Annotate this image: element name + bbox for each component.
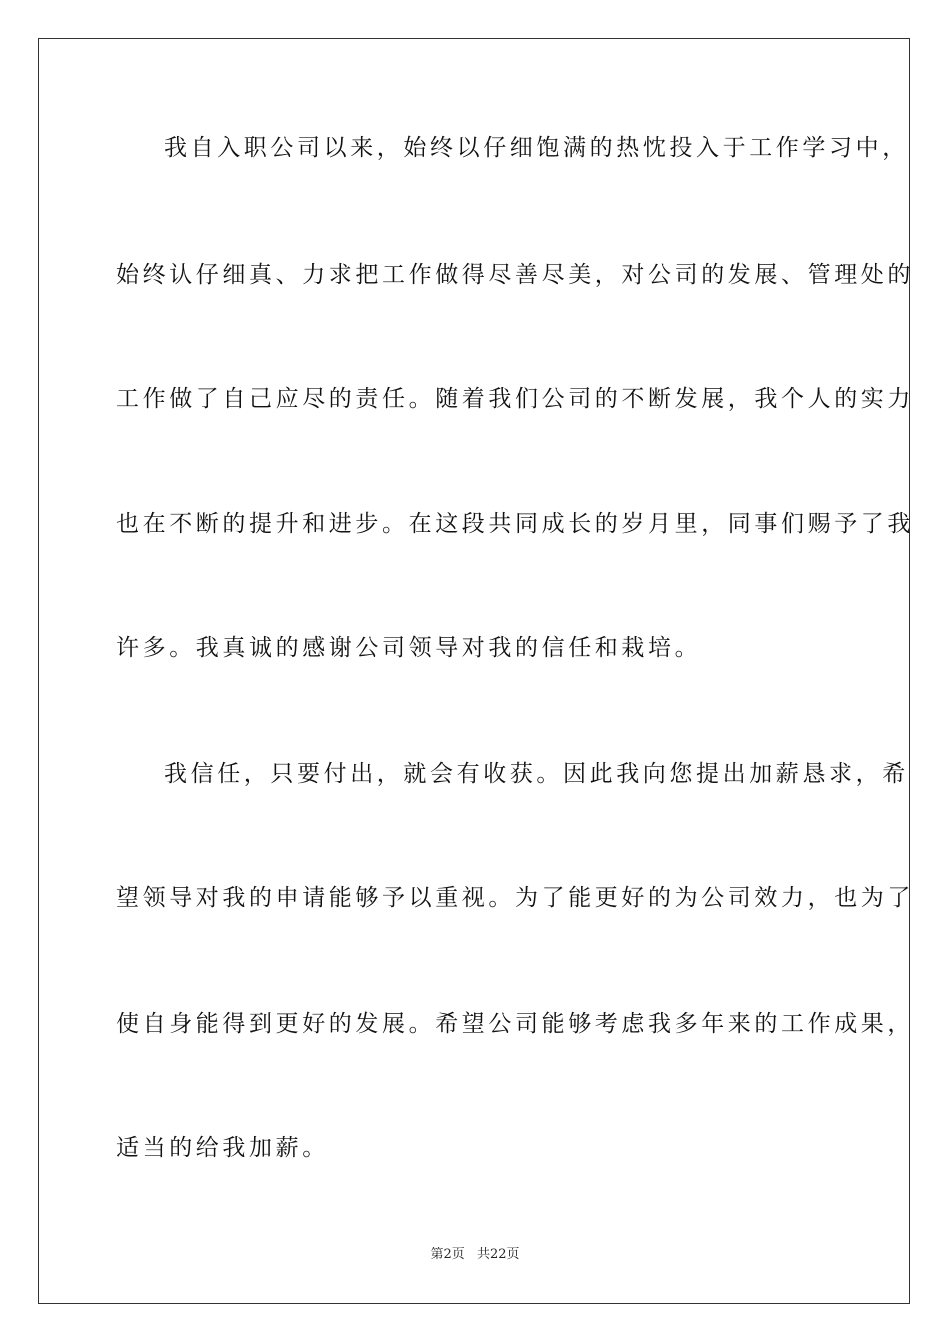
paragraph-1-line-4: 也在不断的提升和进步。在这段共同成长的岁月里，同事们赐予了我: [116, 511, 914, 537]
page-total: 共22页: [476, 1247, 520, 1262]
page-footer: [0, 1246, 950, 1264]
paragraph-1-line-2: 始终认仔细真、力求把工作做得尽善尽美，对公司的发展、管理处的: [116, 262, 914, 288]
paragraph-1-line-5: 许多。我真诚的感谢公司领导对我的信任和栽培。: [116, 635, 702, 661]
paragraph-2-line-1: 我信任，只要付出，就会有收获。因此我向您提出加薪恳求，希: [164, 761, 909, 787]
paragraph-1-line-3: 工作做了自己应尽的责任。随着我们公司的不断发展，我个人的实力: [116, 386, 914, 412]
paragraph-2-line-4: 适当的给我加薪。: [116, 1135, 329, 1161]
page-border: [38, 38, 914, 1304]
paragraph-1-line-1: 我自入职公司以来，始终以仔细饱满的热忱投入于工作学习中，: [164, 135, 909, 161]
page-number: 第2页: [430, 1247, 465, 1262]
paragraph-2-line-3: 使自身能得到更好的发展。希望公司能够考虑我多年来的工作成果，: [116, 1011, 914, 1037]
paragraph-2-line-2: 望领导对我的申请能够予以重视。为了能更好的为公司效力，也为了: [116, 885, 914, 911]
